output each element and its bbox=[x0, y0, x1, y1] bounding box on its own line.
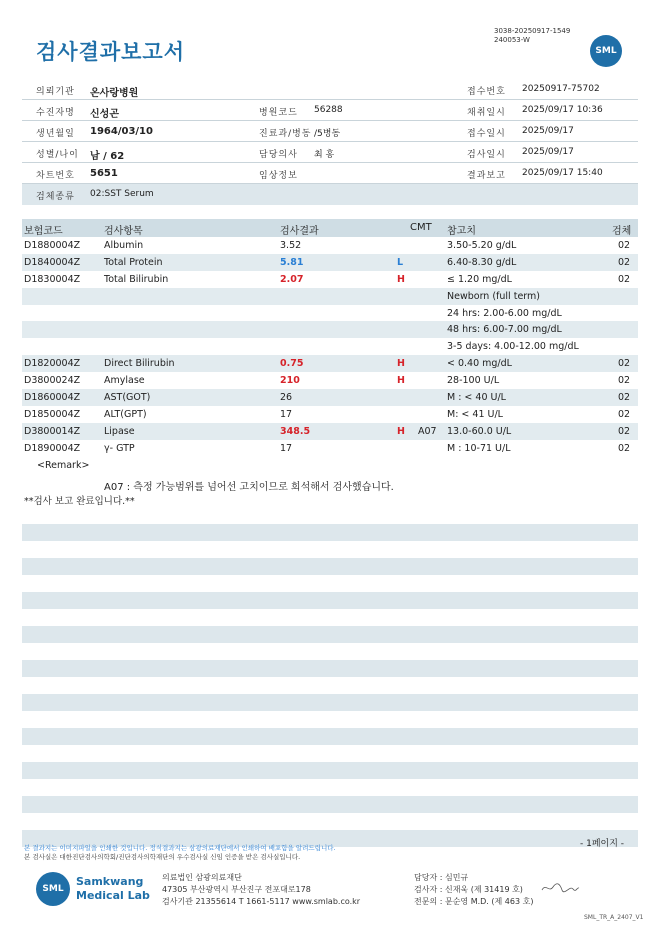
hospital-code-value: 56288 bbox=[314, 105, 343, 115]
cell-specimen: 02 bbox=[618, 408, 631, 420]
cell-item: Albumin bbox=[104, 240, 144, 251]
cell-specimen: 02 bbox=[618, 273, 631, 285]
dept-value: /5병동 bbox=[314, 129, 341, 139]
blank-line bbox=[22, 592, 638, 609]
header-specimen: 검체 bbox=[612, 226, 632, 237]
results-table bbox=[22, 219, 638, 457]
cell-flag: H bbox=[397, 273, 405, 285]
cell-result: 26 bbox=[280, 392, 293, 404]
requester-value: 온사랑병원 bbox=[90, 88, 139, 99]
tester: 검사자 : 신재욱 (제 31419 호) bbox=[414, 885, 523, 894]
cell-code: D1880004Z bbox=[24, 240, 81, 251]
sml-footer-logo: SML bbox=[36, 872, 70, 906]
report-time-label: 결과보고 bbox=[467, 171, 506, 181]
blank-line bbox=[22, 660, 638, 677]
patient-value: 신성곤 bbox=[90, 109, 119, 120]
info-row bbox=[22, 100, 638, 121]
cell-ref: 13.0-60.0 U/L bbox=[447, 425, 512, 437]
birth-value: 1964/03/10 bbox=[90, 126, 153, 137]
hospital-code-label: 병원코드 bbox=[259, 108, 298, 118]
cell-ref: Newborn (full term) bbox=[447, 290, 540, 302]
header-item: 검사항목 bbox=[104, 226, 143, 237]
table-row bbox=[22, 321, 638, 338]
receipt-date-label: 접수일시 bbox=[467, 129, 506, 139]
image-print-notice: 본 결과지는 이미지파일을 인쇄한 것입니다. 정식결과지는 삼광의료재단에서 인쇄하여 배포함을 알려드립니다. bbox=[24, 844, 336, 852]
cell-ref: 3.50-5.20 g/dL bbox=[447, 240, 517, 251]
doctor-label: 담당의사 bbox=[259, 150, 298, 160]
brand-line1: Samkwang bbox=[76, 875, 144, 888]
blank-line bbox=[22, 558, 638, 575]
report-title: 검사결과보고서 bbox=[36, 40, 186, 64]
cell-item: Total Bilirubin bbox=[104, 273, 169, 285]
blank-line bbox=[22, 524, 638, 541]
table-row bbox=[22, 288, 638, 305]
cell-ref: ≤ 1.20 mg/dL bbox=[447, 273, 512, 285]
header-code: 보험코드 bbox=[24, 226, 63, 237]
cell-specimen: 02 bbox=[618, 240, 631, 251]
cell-ref: M : 10-71 U/L bbox=[447, 442, 511, 454]
cell-item: AST(GOT) bbox=[104, 392, 151, 404]
info-row bbox=[22, 142, 638, 163]
cell-ref: M: < 41 U/L bbox=[447, 408, 503, 420]
cell-code: D3800014Z bbox=[24, 425, 81, 437]
table-row bbox=[22, 440, 638, 457]
cell-flag: H bbox=[397, 375, 405, 387]
org-address: 47305 부산광역시 부산진구 전포대로178 bbox=[162, 885, 311, 894]
remark-label: <Remark> bbox=[37, 460, 90, 471]
blank-line bbox=[22, 796, 638, 813]
document-id-line1: 3038-20250917-1549 bbox=[494, 27, 571, 35]
doctor-value: 최 홍 bbox=[314, 150, 335, 160]
cell-ref: 3-5 days: 4.00-12.00 mg/dL bbox=[447, 341, 579, 353]
specimen-label: 검체종류 bbox=[36, 192, 75, 202]
table-row bbox=[22, 271, 638, 288]
cell-ref: 24 hrs: 2.00-6.00 mg/dL bbox=[447, 307, 562, 319]
cell-flag: L bbox=[397, 256, 404, 268]
cell-result: 17 bbox=[280, 408, 293, 420]
blank-line bbox=[22, 728, 638, 745]
info-row bbox=[22, 121, 638, 142]
table-row bbox=[22, 305, 638, 322]
collect-time-value: 2025/09/17 10:36 bbox=[522, 105, 603, 115]
cell-specimen: 02 bbox=[618, 256, 631, 268]
chart-no-value: 5651 bbox=[90, 168, 118, 179]
birth-label: 생년월일 bbox=[36, 129, 75, 139]
table-header bbox=[22, 219, 638, 237]
table-row bbox=[22, 372, 638, 389]
cell-cmt: A07 bbox=[418, 425, 437, 437]
specialist: 전문의 : 문순영 M.D. (제 463 호) bbox=[414, 897, 534, 906]
dept-label: 진료과/병동 bbox=[259, 129, 312, 139]
page-number: - 1페이지 - bbox=[580, 839, 625, 849]
clinical-label: 임상정보 bbox=[259, 171, 298, 181]
cell-result: 0.75 bbox=[280, 358, 304, 370]
receipt-no-label: 접수번호 bbox=[467, 87, 506, 97]
patient-info-block bbox=[22, 79, 638, 205]
chart-no-label: 차트번호 bbox=[36, 171, 75, 181]
blank-line bbox=[22, 762, 638, 779]
cell-result: 2.07 bbox=[280, 273, 304, 285]
cell-result: 210 bbox=[280, 375, 300, 387]
cell-result: 3.52 bbox=[280, 240, 302, 251]
cell-result: 348.5 bbox=[280, 425, 311, 437]
cell-specimen: 02 bbox=[618, 425, 631, 437]
org-name: 의료법인 삼광의료재단 bbox=[162, 873, 242, 882]
document-id-line2: 240053-W bbox=[494, 36, 530, 44]
table-row bbox=[22, 237, 638, 254]
cell-ref: < 0.40 mg/dL bbox=[447, 358, 512, 370]
cell-ref: 48 hrs: 6.00-7.00 mg/dL bbox=[447, 324, 562, 336]
header-cmt: CMT bbox=[410, 222, 432, 233]
table-row bbox=[22, 389, 638, 406]
report-complete-note: **검사 보고 완료입니다.** bbox=[24, 496, 135, 507]
cell-item: Direct Bilirubin bbox=[104, 358, 175, 370]
remark-text: A07 : 측정 가능범위를 넘어선 고치이므로 희석해서 검사했습니다. bbox=[104, 482, 394, 493]
sex-age-value: 남 / 62 bbox=[90, 151, 125, 162]
cell-specimen: 02 bbox=[618, 375, 631, 387]
table-row bbox=[22, 355, 638, 372]
brand-name bbox=[76, 875, 150, 903]
specimen-value: 02:SST Serum bbox=[90, 189, 154, 199]
table-row bbox=[22, 338, 638, 355]
cell-specimen: 02 bbox=[618, 442, 631, 454]
collect-time-label: 채취일시 bbox=[467, 108, 506, 118]
cell-item: Lipase bbox=[104, 425, 135, 437]
cell-item: γ- GTP bbox=[104, 442, 135, 454]
cell-result: 17 bbox=[280, 442, 293, 454]
cell-result: 5.81 bbox=[280, 256, 304, 268]
cell-specimen: 02 bbox=[618, 358, 631, 370]
cell-ref: M : < 40 U/L bbox=[447, 392, 506, 404]
receipt-date-value: 2025/09/17 bbox=[522, 126, 574, 136]
cell-ref: 28-100 U/L bbox=[447, 375, 500, 387]
brand-line2: Medical Lab bbox=[76, 889, 150, 902]
blank-line bbox=[22, 626, 638, 643]
cell-code: D3800024Z bbox=[24, 375, 81, 387]
table-row bbox=[22, 406, 638, 423]
form-code: SML_TR_A_2407_V1 bbox=[584, 914, 644, 921]
document-id bbox=[494, 27, 570, 45]
cell-item: Amylase bbox=[104, 375, 145, 387]
test-date-label: 검사일시 bbox=[467, 150, 506, 160]
table-row bbox=[22, 254, 638, 271]
manager: 담당자 : 심민규 bbox=[414, 873, 469, 882]
patient-label: 수진자명 bbox=[36, 108, 75, 118]
header-result: 검사결과 bbox=[280, 226, 319, 237]
header-ref: 참고치 bbox=[447, 226, 476, 237]
info-row bbox=[22, 79, 638, 100]
cell-code: D1840004Z bbox=[24, 256, 81, 268]
table-body bbox=[22, 237, 638, 457]
cell-code: D1860004Z bbox=[24, 392, 81, 404]
cell-flag: H bbox=[397, 425, 405, 437]
requester-label: 의뢰기관 bbox=[36, 87, 75, 97]
blank-line bbox=[22, 694, 638, 711]
accreditation-notice: 본 검사실은 대한진단검사의학회/진단검사의학재단의 우수검사실 신임 인증을 받은 검사실입니다. bbox=[24, 853, 301, 861]
cell-specimen: 02 bbox=[618, 392, 631, 404]
sex-age-label: 성별/나이 bbox=[36, 150, 79, 160]
info-row bbox=[22, 163, 638, 184]
test-date-value: 2025/09/17 bbox=[522, 147, 574, 157]
table-row bbox=[22, 423, 638, 440]
cell-ref: 6.40-8.30 g/dL bbox=[447, 256, 517, 268]
cell-item: ALT(GPT) bbox=[104, 408, 147, 420]
signature-image bbox=[540, 881, 580, 895]
report-time-value: 2025/09/17 15:40 bbox=[522, 168, 603, 178]
cell-code: D1850004Z bbox=[24, 408, 81, 420]
cell-item: Total Protein bbox=[104, 256, 163, 268]
cell-flag: H bbox=[397, 358, 405, 370]
cell-code: D1830004Z bbox=[24, 273, 81, 285]
cell-code: D1820004Z bbox=[24, 358, 81, 370]
info-row bbox=[22, 184, 638, 205]
cell-code: D1890004Z bbox=[24, 442, 81, 454]
receipt-no-value: 20250917-75702 bbox=[522, 84, 600, 94]
org-contact: 검사기관 21355614 T 1661-5117 www.smlab.co.kr bbox=[162, 897, 361, 906]
sml-logo: SML bbox=[590, 35, 622, 67]
